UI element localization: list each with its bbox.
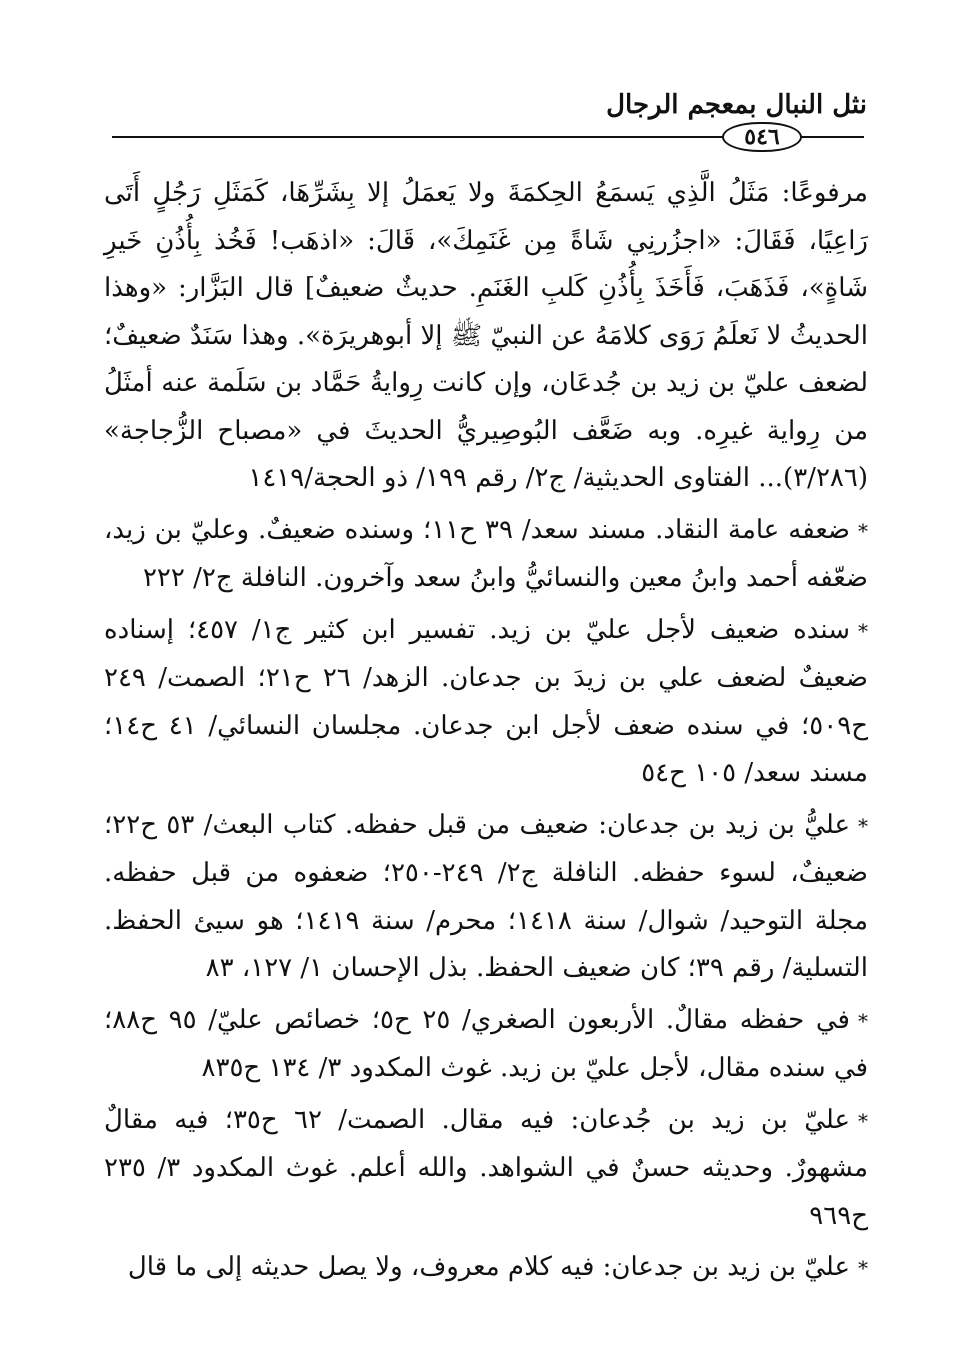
running-title: نثل النبال بمعجم الرجال xyxy=(606,90,867,120)
asterisk-marker: * xyxy=(857,1008,868,1033)
entry-paragraph xyxy=(104,607,868,798)
entry-paragraph xyxy=(104,997,868,1093)
asterisk-marker: * xyxy=(857,618,868,643)
entry-text: في حفظه مقالٌ. الأربعون الصغري/ ٢٥ ح٥؛ خصائص عليّ/ ٩٥ ح٨٨؛ في سنده مقال، لأجل عليّ بن زيد. غوث المكدود ٣/ ١٣٤ ح٨٣٥ xyxy=(104,1004,868,1083)
asterisk-marker: * xyxy=(858,813,868,838)
entry-text: ضعفه عامة النقاد. مسند سعد/ ٣٩ ح١١؛ وسنده ضعيفٌ. وعليّ بن زيد، ضعّفه أحمد وابنُ معين والنسائيُّ وابنُ سعد وآخرون. النافلة ج٢/ ٢٢٢ xyxy=(104,514,868,593)
intro-paragraph: مرفوعًا: مَثَلُ الَّذِي يَسمَعُ الحِكمَةَ ولا يَعمَلُ إلا بِشَرِّهَا، كَمَثَلِ رَجُلٍ أَتَى رَاعِيًا، فَقَالَ: «اجزُرنِي شَاةً مِن غَنَمِكَ»، قَالَ: «اذهَب! فَخُذ بِأُذُنِ خَيرِ شَاةٍ»، فَذَهَبَ، فَأَخَذَ بِأُذُنِ كَلبِ الغَنَمِ. حديثٌ ضعيفٌ] قال البَزَّار: «وهذا الحديثُ لا نَعلَمُ رَوَى كلامَهُ عن النبيّ ﷺ إلا أبوهريرَة». وهذا سَنَدٌ ضعيفٌ؛ لضعف عليّ بن زيد بن جُدعَان، وإن كانت رِوايةُ حَمَّاد بن سَلَمة عنه أمثَلُ من رِواية غيرِه. وبه ضَعَّف البُوصِيريُّ الحديثَ في «مصباح الزُّجاجة» (٣/٢٨٦)... الفتاوى الحديثية/ ج٢/ رقم ١٩٩/ ذو الحجة/١٤١٩ xyxy=(104,178,868,493)
entry-paragraph xyxy=(104,1244,868,1293)
header-rule-left xyxy=(112,136,724,138)
entry-text: سنده ضعيف لأجل عليّ بن زيد. تفسير ابن كثير ج١/ ٤٥٧؛ إسناده ضعيفٌ لضعف علي بن زيدَ بن جدعان. الزهد/ ٢٦ ح٢١؛ الصمت/ ٢٤٩ ح٥٠٩؛ في سنده ضعف لأجل ابن جدعان. مجلسان النسائي/ ٤١ ح١٤؛ مسند سعد/ ١٠٥ ح٥٤ xyxy=(104,614,868,788)
entry-text: عليّ بن زيد بن جُدعان: فيه مقال. الصمت/ ٦٢ ح٣٥؛ فيه مقالٌ مشهورٌ. وحديثه حسنٌ في الشواهد. والله أعلم. غوث المكدود ٣/ ٢٣٥ ح٩٦٩ xyxy=(104,1104,868,1231)
body-text xyxy=(104,170,868,1293)
page-number-badge xyxy=(722,122,802,152)
asterisk-marker: * xyxy=(858,1108,868,1133)
entry-text: عليّ بن زيد بن جدعان: فيه كلام معروف، ولا يصل حديثه إلى ما قال xyxy=(127,1252,850,1282)
asterisk-marker: * xyxy=(858,1256,868,1280)
asterisk-marker: * xyxy=(857,518,868,543)
entry-paragraph xyxy=(104,507,868,603)
page-number: ٥٤٦ xyxy=(744,124,780,150)
header-rule-right xyxy=(800,136,864,138)
entry-paragraph xyxy=(104,1097,868,1241)
entry-text: عليُّ بن زيد بن جدعان: ضعيف من قبل حفظه. كتاب البعث/ ٥٣ ح٢٢؛ ضعيفٌ، لسوء حفظه. النافلة ج٢/ ٢٤٩-٢٥٠؛ ضعفوه من قبل حفظه. مجلة التوحيد/ شوال/ سنة ١٤١٨؛ محرم/ سنة ١٤١٩؛ هو سيئ الحفظ. التسلية/ رقم ٣٩؛ كان ضعيف الحفظ. بذل الإحسان ١/ ١٢٧، ٨٣ xyxy=(104,809,869,983)
entry-paragraph xyxy=(104,802,868,993)
